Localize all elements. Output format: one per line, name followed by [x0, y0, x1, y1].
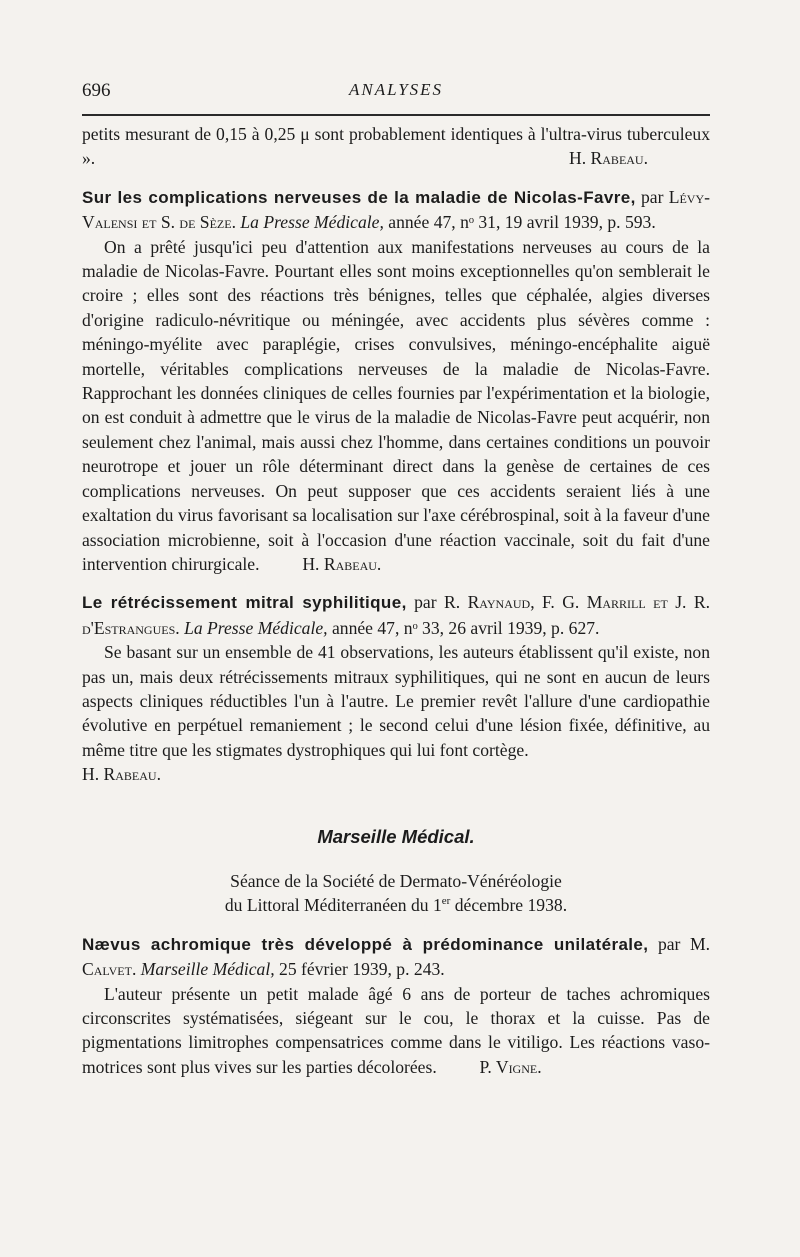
ordinal-superscript: er [441, 895, 451, 908]
article-reference: année 47, nᵒ 31, 19 avril 1939, p. 593. [388, 212, 656, 233]
article-authors: Lévy-Valensi et S. de Sèze. [82, 186, 710, 233]
session-heading [82, 869, 710, 918]
par-word: par [414, 592, 437, 613]
article-authors: M. Calvet. [82, 933, 710, 980]
article-heading [82, 185, 710, 235]
signature-line [82, 762, 710, 786]
signature: P. Vigne. [479, 1056, 542, 1077]
par-word: par [657, 933, 681, 954]
page-number: 696 [82, 80, 111, 101]
journal-name: La Presse Médicale, [240, 212, 384, 233]
running-title: ANALYSES [348, 80, 444, 99]
signature: H. Rabeau. [82, 764, 161, 785]
signature: H. Rabeau. [302, 553, 382, 574]
journal-name: La Presse Médicale, [184, 617, 328, 638]
article-title: Nævus achromique très développé à prédominance unilatérale, [82, 934, 649, 954]
article-reference: 25 février 1939, p. 243. [279, 959, 445, 980]
section-title: Marseille Médical. [317, 825, 475, 847]
journal-name: Marseille Médical, [140, 959, 275, 980]
session-date-suffix: décembre 1938. [450, 895, 568, 916]
page-header [82, 78, 710, 108]
article-reference: année 47, nᵒ 33, 26 avril 1939, p. 627. [331, 617, 600, 638]
signature: H. Rabeau. [569, 148, 648, 169]
article-body-text: On a prêté jusqu'ici peu d'attention aux manifestations nerveuses au cours de la maladie de Nicolas-Favre. Pourtant elles sont moins exceptionnelles qu'on semblerait le croire ; elles sont des réactions très bénignes, telles que céphalée, algies diverses d'origine radiculo-névritique ou méningée, avec accidents plus sévères comme : méningo-myélite avec paraplégie, crises convulsives, méningo-encéphalite aiguë mortelle, véritables complications nerveuses de la maladie de Nicolas-Favre. Rapprochant les données cliniques de celles fournies par l'expérimentation et la biologie, on est conduit à admettre que le virus de la maladie de Nicolas-Favre peut acquérir, non seulement chez l'animal, mais aussi chez l'homme, dans certaines conditions un pouvoir neurotrope et jouer un rôle déterminant direct dans la genèse de certaines de ces complications nerveuses. On peut supposer que ces accidents seraient liés à une exaltation du virus favorisant sa localisation sur l'axe cérébrospinal, soit à la faveur d'une association microbienne, soit à l'occasion d'une réaction vaccinale, soit du fait d'une intervention chirurgicale. [82, 236, 710, 574]
article-title: Le rétrécissement mitral syphilitique, [82, 593, 407, 613]
par-word: par [640, 186, 664, 207]
session-line-2 [82, 893, 710, 917]
article-body-text: Se basant sur un ensemble de 41 observations, les auteurs établissent qu'il existe, non pas un, mais deux rétrécissements mitraux syphilitiques, qui ne sont en aucun de leurs aspects cliniques réductibles l'un à l'autre. Le premier revêt l'allure d'une cardiopathie évolutive en perpétuel remaniement ; le second celui d'une lésion fixée, définitive, au même titre que les stigmates dystrophiques qui lui font cortège. [82, 642, 710, 760]
article-authors: R. Raynaud, F. G. Marrill et J. R. d'Estrangues. [82, 592, 710, 638]
article-body [82, 982, 710, 1080]
header-rule [82, 114, 710, 116]
continued-text: petits mesurant de 0,15 à 0,25 μ sont probablement identiques à l'ultra-virus tuberculeux ». [82, 124, 710, 169]
article-body-text: L'auteur présente un petit malade âgé 6 ans de porteur de taches achromiques circonscrites systématisées, siégeant sur le cou, le thorax et la cuisse. Pas de pigmentations limitrophes compensatrices comme dans le vitiligo. Les réactions vaso-motrices sont plus vives sur les parties décolorées. [82, 983, 710, 1077]
session-date-prefix: du Littoral Méditerranéen du 1 [224, 895, 442, 916]
continued-paragraph [82, 122, 710, 171]
article-body [82, 235, 710, 577]
article-heading [82, 590, 710, 640]
article-body [82, 640, 710, 762]
article-title: Sur les complications nerveuses de la maladie de Nicolas-Favre, [82, 187, 636, 207]
article-heading [82, 932, 710, 982]
page-content [82, 122, 710, 1079]
session-line-1: Séance de la Société de Dermato-Vénéréologie [230, 870, 562, 891]
